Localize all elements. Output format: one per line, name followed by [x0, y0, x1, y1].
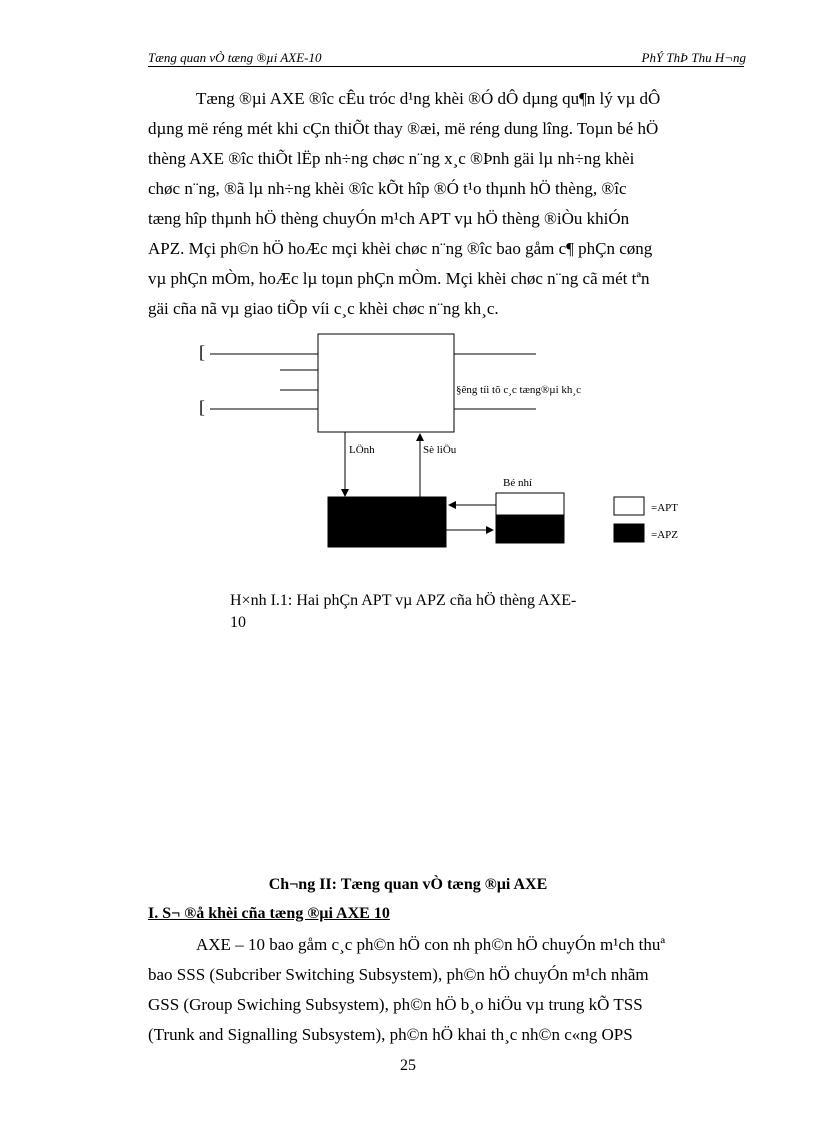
command-label: LÖnh	[349, 444, 375, 456]
legend-apz-swatch	[614, 524, 644, 542]
caption-line: H×nh I.1: Hai phÇn APT vµ APZ cña hÖ thèng AXE-	[230, 592, 577, 609]
memory-label: Bé nhí	[503, 477, 533, 489]
legend-apt-swatch	[614, 497, 644, 515]
paragraph-line: tæng hîp thµnh hÖ thèng chuyÓn m¹ch APT vµ hÖ thèng ®iÒu khiÓn	[148, 209, 630, 228]
paragraph-line: Tæng ®µi AXE ®îc cÊu tróc d¹ng khèi ®Ó dÔ dµng qu¶n lý vµ dÔ	[196, 89, 661, 108]
running-header-title: Tæng quan vÒ tæng ®µi AXE-10	[148, 50, 322, 65]
caption-line: 10	[230, 614, 246, 631]
memory-box-apz	[496, 515, 564, 543]
bracket-mark: [	[199, 397, 205, 417]
paragraph-line: vµ phÇn mÒm, hoÆc lµ toµn phÇn mÒm. Mçi khèi chøc n¨ng cã mét tªn	[148, 269, 650, 288]
running-header-author: PhÝ ThÞ Thu H¬ng	[641, 50, 746, 65]
paragraph-line: APZ. Mçi ph©n hÖ hoÆc mçi khèi chøc n¨ng ®îc bao gåm c¶ phÇn cøng	[148, 239, 653, 258]
section-title: I. S¬ ®å khèi cña tæng ®µi AXE 10	[148, 905, 390, 922]
paragraph-line: thèng AXE ®îc thiÕt lËp nh÷ng chøc n¨ng x¸c ®Þnh gäi lµ nh÷ng khèi	[148, 149, 635, 168]
page-number: 25	[400, 1057, 416, 1074]
legend-apt-label: =APT	[651, 502, 678, 514]
paragraph-line: GSS (Group Swiching Subsystem), ph©n hÖ b¸o hiÖu vµ trung kÕ TSS	[148, 995, 643, 1014]
apt-box	[318, 334, 454, 432]
bracket-mark: [	[199, 342, 205, 362]
paragraph-line: chøc n¨ng, ®ã lµ nh÷ng khèi ®îc kÕt hîp ®Ó t¹o thµnh hÖ thèng, ®îc	[148, 179, 627, 198]
chapter-title: Ch¬ng II: Tæng quan vÒ tæng ®µi AXE	[268, 876, 548, 893]
legend-apz-label: =APZ	[651, 529, 678, 541]
apz-processor-box	[328, 497, 446, 547]
paragraph-line: dµng më réng mét khi cÇn thiÕt thay ®æi, më réng dung lîng. Toµn bé hÖ	[148, 119, 659, 138]
section-paragraph	[148, 930, 744, 1050]
data-label: Sè liÖu	[423, 444, 457, 456]
memory-box-apt	[496, 493, 564, 515]
paragraph-line: (Trunk and Signalling Subsystem), ph©n hÖ khai th¸c nh©n c«ng OPS	[148, 1025, 633, 1044]
outgoing-routes-label: §êng tíi tõ c¸c tæng®µi kh¸c	[456, 384, 581, 396]
paragraph-line: gäi cña nã vµ giao tiÕp víi c¸c khèi chøc n¨ng kh¸c.	[148, 299, 499, 318]
paragraph-line: bao SSS (Subcriber Switching Subsystem), ph©n hÖ chuyÓn m¹ch nhãm	[148, 965, 649, 984]
paragraph-line: AXE – 10 bao gåm c¸c ph©n hÖ con nh ph©n hÖ chuyÓn m¹ch thuª	[196, 935, 666, 954]
figure-caption	[230, 590, 576, 634]
